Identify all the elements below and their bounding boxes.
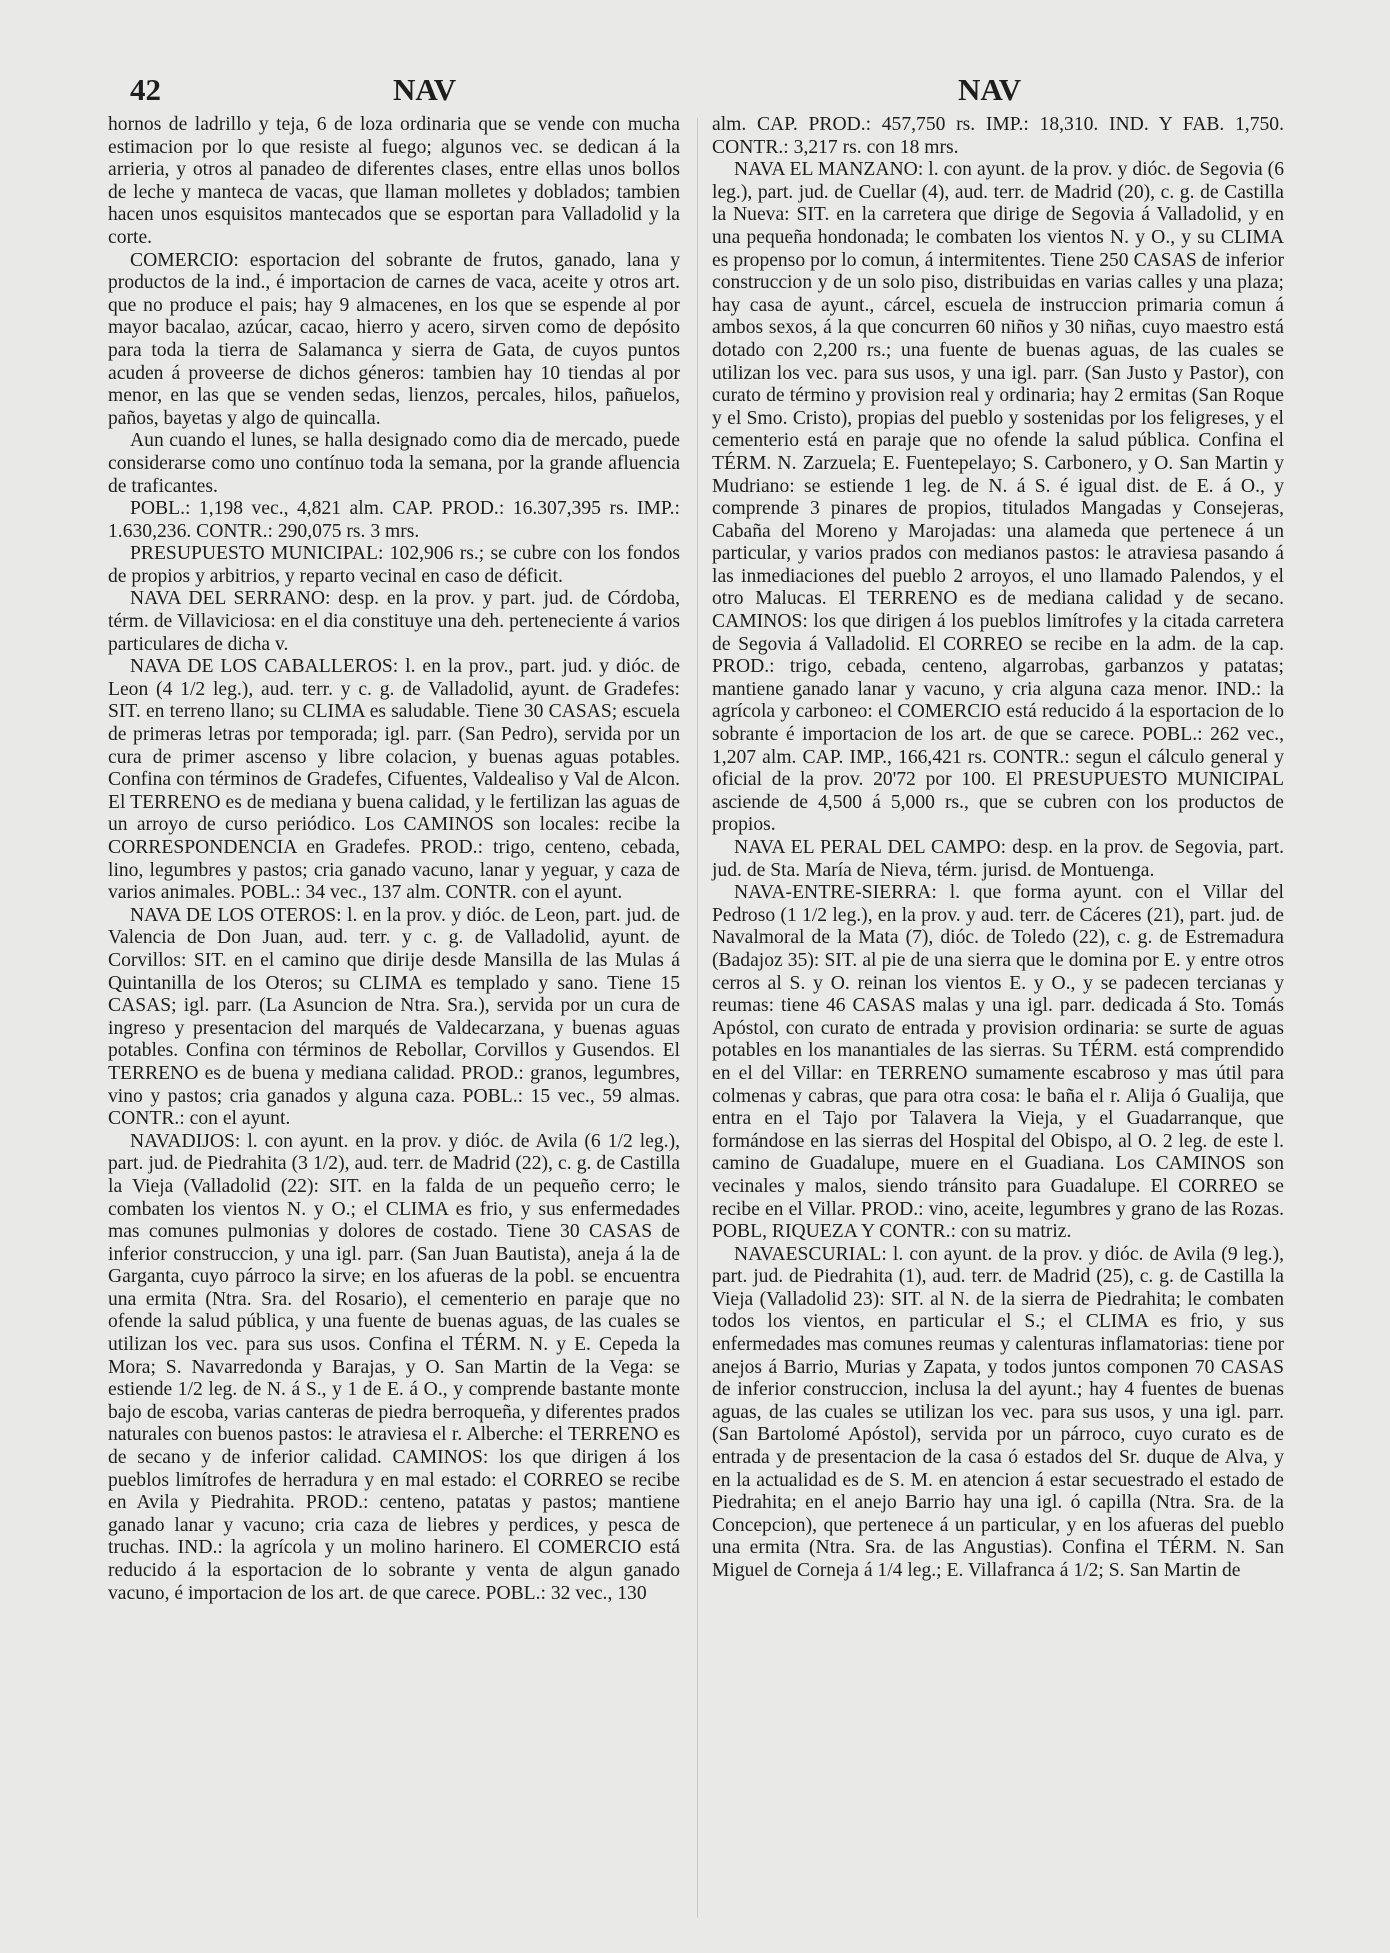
entry: NAVAESCURIAL: l. con ayunt. de la prov. y dióc. de Avila (9 leg.), part. jud. de Piedrahita (1), aud. terr. de Madrid (25), c. g. de Castilla la Vieja (Valladolid 23): SIT. al N. de la sierra de Piedrahita; le combaten todos los vientos, en particular el S.; el CLIMA es frio, y sus enfermedades mas comunes reumas y calenturas inflamatorias: tiene por anejos á Barrio, Murias y Zapata, y todos juntos componen 70 CASAS de inferior construccion, inclusa la del ayunt.; hay 4 fuentes de buenas aguas, de las cuales se utilizan los vec. para sus usos, y una igl. parr. (San Bartolomé Apóstol), servida por un párroco, cuyo curato es de entrada y de presentacion de la casa ó estados del Sr. duque de Alva, y en la actualidad es de S. M. en atencion á estar secuestrado el estado de Piedrahita; en el anejo Barrio hay una igl. ó capilla (Ntra. Sra. de la Concepcion), que pertenece á un particular, y en los afueras del pueblo una ermita (Ntra. Sra. de las Angustias). Confina el TÉRM. N. San Miguel de Corneja á 1/4 leg.; E. Villafranca á 1/2; S. San Martin de [712, 1243, 1284, 1581]
entry: NAVA EL PERAL DEL CAMPO: desp. en la prov. de Segovia, part. jud. de Sta. María de Nieva, térm. jurisd. de Montuenga. [712, 837, 1284, 881]
entry: NAVA EL MANZANO: l. con ayunt. de la prov. y dióc. de Segovia (6 leg.), part. jud. de Cuellar (4), aud. terr. de Madrid (20), c. g. de Castilla la Nueva: SIT. en la carretera que dirige de Segovia á Valladolid, y en una pequeña hondonada; le combaten los vientos N. y O., y su CLIMA es propenso por lo comun, á intermitentes. Tiene 250 CASAS de inferior construccion y de un solo piso, distribuidas en varias calles y una plaza; hay casa de ayunt., cárcel, escuela de instruccion primaria comun á ambos sexos, á la que concurren 60 niños y 30 niñas, cuyo maestro está dotado con 2,200 rs.; una fuente de buenas aguas, de las cuales se utilizan los vec. para sus usos, y una igl. parr. (San Justo y Pastor), con curato de término y provision real y ordinaria; hay 2 ermitas (San Roque y el Smo. Cristo), propias del pueblo y sostenidas por los feligreses, y el cementerio está en paraje que no ofende la salud pública. Confina el TÉRM. N. Zarzuela; E. Fuentepelayo; S. Carbonero, y O. San Martin y Mudriano: se estiende 1 leg. de N. á S. é igual dist. de E. á O., y comprende 3 pinares de propios, titulados Mangadas y Consejeras, Cabaña del Moreno y Marojadas: una alameda que pertenece á un particular, y varios prados con medianos pastos: le atraviesa pasando á las inmediaciones del pueblo 2 arroyos, el uno llamado Palendos, y el otro Malucas. El TERRENO es de mediana calidad y de secano. CAMINOS: los que dirigen á los pueblos limítrofes y la citada carretera de Segovia á Valladolid. El CORREO se recibe en la adm. de la cap. PROD.: trigo, cebada, centeno, algarrobas, garbanzos y patatas; mantiene ganado lanar y vacuno, y cria alguna caza menor. IND.: la agrícola y carboneo: el COMERCIO está reducido á la esportacion de lo sobrante é importacion de los art. de que se carece. POBL.: 262 vec., 1,207 alm. CAP. IMP., 166,421 rs. CONTR.: segun el cálculo general y oficial de la prov. 20'72 por 100. El PRESUPUESTO MUNICIPAL asciende de 4,500 á 5,000 rs., que se cubren con los productos de propios. [712, 159, 1284, 836]
left-column [108, 114, 680, 1605]
paragraph: COMERCIO: esportacion del sobrante de frutos, ganado, lana y productos de la ind., é importacion de carnes de vaca, aceite y otros art. que no produce el pais; hay 9 almacenes, en los que se espende al por mayor bacalao, azúcar, cacao, hierro y acero, sirven como de depósito para toda la tierra de Salamanca y sierra de Gata, de cuyos puntos acuden á proveerse de dichos géneros: tambien hay 10 tiendas al por menor, en las que se venden sedas, lienzos, percales, hilos, pañuelos, paños, bayetas y algo de quincalla. [108, 249, 680, 429]
entry: NAVA DEL SERRANO: desp. en la prov. y part. jud. de Córdoba, térm. de Villaviciosa: en el dia constituye una deh. perteneciente á varios particulares de dicha v. [108, 588, 680, 655]
entry: NAVA-ENTRE-SIERRA: l. que forma ayunt. con el Villar del Pedroso (1 1/2 leg.), en la prov. y aud. terr. de Cáceres (21), part. jud. de Navalmoral de la Mata (7), dióc. de Toledo (22), c. g. de Estremadura (Badajoz 35): SIT. al pie de una sierra que le domina por E. y entre otros cerros al S. y O. reinan los vientos E. y O., y se padecen tercianas y reumas: tiene 46 CASAS malas y una igl. parr. dedicada á Sto. Tomás Apóstol, con curato de entrada y provision ordinaria: se surte de aguas potables en los manantiales de las sierras. Su TÉRM. está comprendido en el del Villar: en TERRENO sumamente escabroso y mas útil para colmenas y cabras, que para otra cosa: le baña el r. Alija ó Gualija, que entra en el Tajo por Talavera la Vieja, y el Guadarranque, que formándose en las sierras del Hospital del Obispo, al O. 2 leg. de este l. camino de Guadalupe, muere en el Guadiana. Los CAMINOS son vecinales y malos, siendo tránsito para Guadalupe. El CORREO se recibe en el Villar. PROD.: vino, aceite, legumbres y grano de las Rozas. POBL, RIQUEZA Y CONTR.: con su matriz. [712, 882, 1284, 1243]
entry: NAVA DE LOS OTEROS: l. en la prov. y dióc. de Leon, part. jud. de Valencia de Don Juan, aud. terr. y c. g. de Valladolid, ayunt. de Corvillos: SIT. en el camino que dirije desde Mansilla de las Mulas á Quintanilla de los Oteros; su CLIMA es templado y sano. Tiene 15 CASAS; igl. parr. (La Asuncion de Ntra. Sra.), servida por un cura de ingreso y presentacion del marqués de Valdecarzana, y buenas aguas potables. Confina con términos de Rebollar, Corvillos y Gusendos. El TERRENO es de buena y mediana calidad. PROD.: granos, legumbres, vino y pastos; cria ganados y alguna caza. POBL.: 15 vec., 59 almas. CONTR.: con el ayunt. [108, 904, 680, 1130]
page-header [130, 72, 1320, 112]
right-column [712, 114, 1284, 1583]
paragraph: POBL.: 1,198 vec., 4,821 alm. CAP. PROD.: 16.307,395 rs. IMP.: 1.630,236. CONTR.: 290,075 rs. 3 mrs. [108, 498, 680, 542]
paragraph: hornos de ladrillo y teja, 6 de loza ordinaria que se vende con mucha estimacion por lo que resiste al fuego; algunos vec. se dedican á la arrieria, y otros al panadeo de diferentes clases, entre ellas unos bollos de leche y manteca de vacas, que llaman molletes y doblados; tambien hacen unos esquisitos mantecados que se esportan para Valladolid y la corte. [108, 114, 680, 248]
headword-left: NAV [393, 72, 457, 107]
paragraph: Aun cuando el lunes, se halla designado como dia de mercado, puede considerarse como uno contínuo toda la semana, por la grande afluencia de traficantes. [108, 430, 680, 497]
headword-right: NAV [958, 72, 1022, 107]
paragraph: PRESUPUESTO MUNICIPAL: 102,906 rs.; se cubre con los fondos de propios y arbitrios, y reparto vecinal en caso de déficit. [108, 543, 680, 587]
entry: NAVA DE LOS CABALLEROS: l. en la prov., part. jud. y dióc. de Leon (4 1/2 leg.), aud. terr. y c. g. de Valladolid, ayunt. de Gradefes: SIT. en terreno llano; su CLIMA es saludable. Tiene 30 CASAS; escuela de primeras letras por temporada; igl. parr. (San Pedro), servida por un cura de primer ascenso y libre colacion, y buenas aguas potables. Confina con términos de Gradefes, Cifuentes, Valdealiso y Val de Alcon. El TERRENO es de mediana y buena calidad, y le fertilizan las aguas de un arroyo de curso periódico. Los CAMINOS son locales: recibe la CORRESPONDENCIA en Gradefes. PROD.: trigo, centeno, cebada, lino, legumbres y pastos; cria ganado vacuno, lanar y yeguar, y caza de varios animales. POBL.: 34 vec., 137 alm. CONTR. con el ayunt. [108, 656, 680, 904]
paragraph: alm. CAP. PROD.: 457,750 rs. IMP.: 18,310. IND. Y FAB. 1,750. CONTR.: 3,217 rs. con 18 mrs. [712, 114, 1284, 158]
entry: NAVADIJOS: l. con ayunt. en la prov. y dióc. de Avila (6 1/2 leg.), part. jud. de Piedrahita (3 1/2), aud. terr. de Madrid (22), c. g. de Castilla la Vieja (Valladolid (22): SIT. en la falda de un pequeño cerro; le combaten los vientos N. y O.; el CLIMA es frio, y sus enfermedades mas comunes pulmonias y dolores de costado. Tiene 30 CASAS de inferior construccion, y una igl. parr. (San Juan Bautista), aneja á la de Garganta, cuyo párroco la sirve; en los afueras de la pobl. se encuentra una ermita (Ntra. Sra. del Rosario), el cementerio en paraje que no ofende la salud pública, y una fuente de buenas aguas, de las cuales se utilizan los vec. para sus usos. Confina el TÉRM. N. y E. Cepeda la Mora; S. Navarredonda y Barajas, y O. San Martin de la Vega: se estiende 1/2 leg. de N. á S., y 1 de E. á O., y comprende bastante monte bajo de escoba, varias canteras de piedra berroqueña, y diferentes prados naturales con buenos pastos: le atraviesa el r. Alberche: el TERRENO es de secano y de inferior calidad. CAMINOS: los que dirigen á los pueblos limítrofes de herradura y en mal estado: el CORREO se recibe en Avila y Piedrahita. PROD.: centeno, patatas y pastos; mantiene ganado lanar y vacuno; cria caza de liebres y perdices, y pesca de truchas. IND.: la agrícola y un molino harinero. El COMERCIO está reducido á la esportacion de lo sobrante y venta de algun ganado vacuno, é importacion de los art. de que carece. POBL.: 32 vec., 130 [108, 1130, 680, 1604]
page-number: 42 [130, 72, 161, 107]
column-divider [697, 118, 698, 1918]
